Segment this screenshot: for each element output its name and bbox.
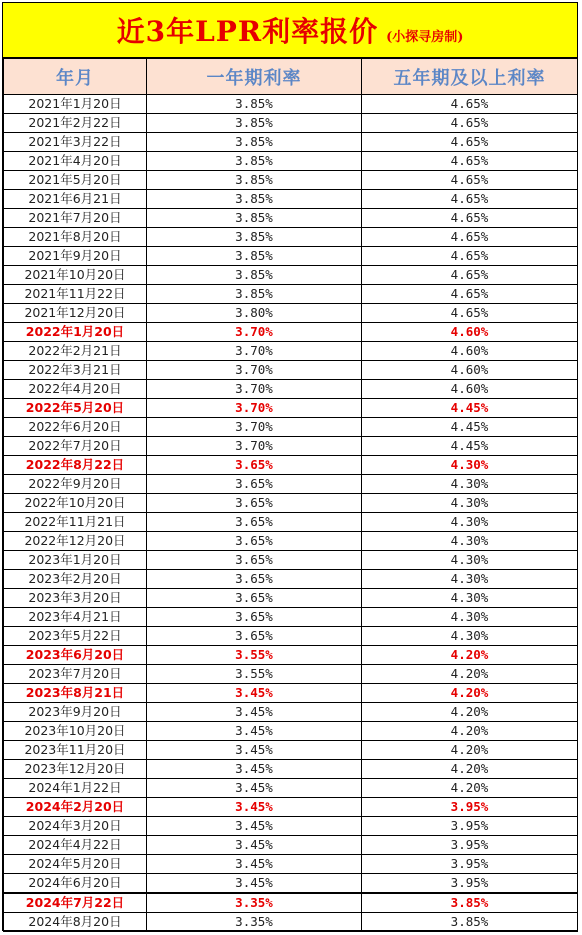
- one-year-rate-cell: 3.45%: [147, 798, 362, 817]
- one-year-rate-cell: 3.35%: [147, 893, 362, 913]
- date-cell: 2022年10月20日: [4, 494, 147, 513]
- table-body: [4, 95, 578, 932]
- date-cell: 2023年6月20日: [4, 646, 147, 665]
- date-cell: 2022年8月22日: [4, 456, 147, 475]
- one-year-rate-cell: 3.85%: [147, 133, 362, 152]
- date-cell: 2022年3月21日: [4, 361, 147, 380]
- date-cell: 2023年2月20日: [4, 570, 147, 589]
- one-year-rate-cell: 3.55%: [147, 665, 362, 684]
- table-row: [4, 399, 578, 418]
- five-year-rate-cell: 4.65%: [362, 266, 578, 285]
- one-year-rate-cell: 3.85%: [147, 266, 362, 285]
- table-row: [4, 361, 578, 380]
- five-year-rate-cell: 3.95%: [362, 836, 578, 855]
- date-cell: 2023年10月20日: [4, 722, 147, 741]
- five-year-rate-cell: 4.60%: [362, 342, 578, 361]
- five-year-rate-cell: 4.65%: [362, 133, 578, 152]
- date-cell: 2021年12月20日: [4, 304, 147, 323]
- table-row: [4, 798, 578, 817]
- five-year-rate-cell: 4.30%: [362, 570, 578, 589]
- date-cell: 2021年7月20日: [4, 209, 147, 228]
- date-cell: 2022年7月20日: [4, 437, 147, 456]
- five-year-rate-cell: 4.30%: [362, 475, 578, 494]
- five-year-rate-cell: 4.65%: [362, 304, 578, 323]
- one-year-rate-cell: 3.65%: [147, 532, 362, 551]
- date-cell: 2024年7月22日: [4, 893, 147, 913]
- five-year-rate-cell: 4.30%: [362, 513, 578, 532]
- table-row: [4, 741, 578, 760]
- five-year-rate-cell: 4.60%: [362, 380, 578, 399]
- date-cell: 2022年9月20日: [4, 475, 147, 494]
- one-year-rate-cell: 3.85%: [147, 171, 362, 190]
- table-row: [4, 836, 578, 855]
- date-cell: 2024年8月20日: [4, 913, 147, 932]
- one-year-rate-cell: 3.70%: [147, 361, 362, 380]
- date-cell: 2023年3月20日: [4, 589, 147, 608]
- page-subtitle: (小探寻房制): [386, 29, 464, 45]
- five-year-rate-cell: 4.65%: [362, 228, 578, 247]
- five-year-rate-cell: 3.95%: [362, 874, 578, 894]
- one-year-rate-cell: 3.55%: [147, 646, 362, 665]
- date-cell: 2021年9月20日: [4, 247, 147, 266]
- date-cell: 2024年2月20日: [4, 798, 147, 817]
- table-row: [4, 209, 578, 228]
- five-year-rate-cell: 3.95%: [362, 798, 578, 817]
- five-year-rate-cell: 4.60%: [362, 361, 578, 380]
- table-row: [4, 285, 578, 304]
- table-row: [4, 133, 578, 152]
- date-cell: 2021年3月22日: [4, 133, 147, 152]
- five-year-rate-cell: 4.20%: [362, 741, 578, 760]
- table-row: [4, 817, 578, 836]
- table-row: [4, 760, 578, 779]
- date-cell: 2024年6月20日: [4, 874, 147, 894]
- five-year-rate-cell: 4.20%: [362, 665, 578, 684]
- one-year-rate-cell: 3.80%: [147, 304, 362, 323]
- one-year-rate-cell: 3.70%: [147, 399, 362, 418]
- date-cell: 2023年4月21日: [4, 608, 147, 627]
- date-cell: 2021年4月20日: [4, 152, 147, 171]
- table-row: [4, 893, 578, 913]
- one-year-rate-cell: 3.85%: [147, 114, 362, 133]
- one-year-rate-cell: 3.85%: [147, 190, 362, 209]
- date-cell: 2024年1月22日: [4, 779, 147, 798]
- one-year-rate-cell: 3.45%: [147, 874, 362, 894]
- five-year-rate-cell: 4.65%: [362, 190, 578, 209]
- date-cell: 2024年3月20日: [4, 817, 147, 836]
- table-row: [4, 570, 578, 589]
- date-cell: 2022年2月21日: [4, 342, 147, 361]
- header-one-year-rate: 一年期利率: [147, 59, 362, 95]
- one-year-rate-cell: 3.65%: [147, 589, 362, 608]
- table-row: [4, 456, 578, 475]
- date-cell: 2021年8月20日: [4, 228, 147, 247]
- table-row: [4, 608, 578, 627]
- table-row: [4, 380, 578, 399]
- five-year-rate-cell: 4.20%: [362, 779, 578, 798]
- date-cell: 2021年1月20日: [4, 95, 147, 114]
- date-cell: 2023年5月22日: [4, 627, 147, 646]
- five-year-rate-cell: 3.85%: [362, 893, 578, 913]
- table-row: [4, 228, 578, 247]
- one-year-rate-cell: 3.85%: [147, 247, 362, 266]
- date-cell: 2021年11月22日: [4, 285, 147, 304]
- date-cell: 2024年5月20日: [4, 855, 147, 874]
- five-year-rate-cell: 4.30%: [362, 532, 578, 551]
- date-cell: 2022年6月20日: [4, 418, 147, 437]
- date-cell: 2022年1月20日: [4, 323, 147, 342]
- table-row: [4, 722, 578, 741]
- table-row: [4, 703, 578, 722]
- five-year-rate-cell: 4.20%: [362, 646, 578, 665]
- table-row: [4, 323, 578, 342]
- one-year-rate-cell: 3.85%: [147, 285, 362, 304]
- table-row: [4, 779, 578, 798]
- five-year-rate-cell: 4.20%: [362, 684, 578, 703]
- one-year-rate-cell: 3.70%: [147, 380, 362, 399]
- five-year-rate-cell: 4.30%: [362, 627, 578, 646]
- lpr-table: [3, 58, 578, 932]
- table-row: [4, 665, 578, 684]
- five-year-rate-cell: 4.20%: [362, 703, 578, 722]
- one-year-rate-cell: 3.65%: [147, 627, 362, 646]
- five-year-rate-cell: 4.65%: [362, 114, 578, 133]
- five-year-rate-cell: 4.20%: [362, 722, 578, 741]
- one-year-rate-cell: 3.45%: [147, 817, 362, 836]
- header-date: 年月: [4, 59, 147, 95]
- date-cell: 2021年6月21日: [4, 190, 147, 209]
- date-cell: 2023年7月20日: [4, 665, 147, 684]
- one-year-rate-cell: 3.85%: [147, 228, 362, 247]
- one-year-rate-cell: 3.70%: [147, 323, 362, 342]
- one-year-rate-cell: 3.45%: [147, 722, 362, 741]
- table-row: [4, 266, 578, 285]
- five-year-rate-cell: 4.30%: [362, 551, 578, 570]
- date-cell: 2023年11月20日: [4, 741, 147, 760]
- five-year-rate-cell: 4.65%: [362, 152, 578, 171]
- table-row: [4, 190, 578, 209]
- one-year-rate-cell: 3.45%: [147, 779, 362, 798]
- table-row: [4, 551, 578, 570]
- table-row: [4, 247, 578, 266]
- table-row: [4, 494, 578, 513]
- date-cell: 2023年12月20日: [4, 760, 147, 779]
- table-header-row: [4, 59, 578, 95]
- table-row: [4, 513, 578, 532]
- five-year-rate-cell: 4.65%: [362, 95, 578, 114]
- table-row: [4, 532, 578, 551]
- five-year-rate-cell: 4.65%: [362, 209, 578, 228]
- one-year-rate-cell: 3.45%: [147, 703, 362, 722]
- table-row: [4, 437, 578, 456]
- table-row: [4, 475, 578, 494]
- five-year-rate-cell: 4.45%: [362, 437, 578, 456]
- date-cell: 2021年10月20日: [4, 266, 147, 285]
- table-row: [4, 589, 578, 608]
- one-year-rate-cell: 3.65%: [147, 456, 362, 475]
- five-year-rate-cell: 4.30%: [362, 589, 578, 608]
- five-year-rate-cell: 4.65%: [362, 285, 578, 304]
- one-year-rate-cell: 3.35%: [147, 913, 362, 932]
- table-row: [4, 627, 578, 646]
- title-banner: [3, 3, 577, 58]
- one-year-rate-cell: 3.70%: [147, 418, 362, 437]
- header-five-year-rate: 五年期及以上利率: [362, 59, 578, 95]
- table-row: [4, 304, 578, 323]
- one-year-rate-cell: 3.45%: [147, 684, 362, 703]
- table-row: [4, 418, 578, 437]
- date-cell: 2024年4月22日: [4, 836, 147, 855]
- date-cell: 2021年2月22日: [4, 114, 147, 133]
- one-year-rate-cell: 3.70%: [147, 437, 362, 456]
- table-row: [4, 342, 578, 361]
- date-cell: 2023年9月20日: [4, 703, 147, 722]
- five-year-rate-cell: 4.65%: [362, 171, 578, 190]
- table-row: [4, 171, 578, 190]
- table-row: [4, 114, 578, 133]
- one-year-rate-cell: 3.45%: [147, 760, 362, 779]
- one-year-rate-cell: 3.45%: [147, 836, 362, 855]
- five-year-rate-cell: 4.20%: [362, 760, 578, 779]
- one-year-rate-cell: 3.65%: [147, 551, 362, 570]
- table-row: [4, 646, 578, 665]
- table-row: [4, 152, 578, 171]
- one-year-rate-cell: 3.85%: [147, 209, 362, 228]
- five-year-rate-cell: 3.85%: [362, 913, 578, 932]
- five-year-rate-cell: 4.45%: [362, 418, 578, 437]
- one-year-rate-cell: 3.65%: [147, 494, 362, 513]
- five-year-rate-cell: 4.30%: [362, 608, 578, 627]
- one-year-rate-cell: 3.65%: [147, 608, 362, 627]
- date-cell: 2021年5月20日: [4, 171, 147, 190]
- date-cell: 2022年12月20日: [4, 532, 147, 551]
- one-year-rate-cell: 3.85%: [147, 95, 362, 114]
- one-year-rate-cell: 3.65%: [147, 513, 362, 532]
- lpr-table-frame: [2, 2, 578, 931]
- one-year-rate-cell: 3.65%: [147, 570, 362, 589]
- table-row: [4, 874, 578, 894]
- date-cell: 2022年4月20日: [4, 380, 147, 399]
- one-year-rate-cell: 3.65%: [147, 475, 362, 494]
- five-year-rate-cell: 4.30%: [362, 456, 578, 475]
- date-cell: 2022年5月20日: [4, 399, 147, 418]
- five-year-rate-cell: 4.30%: [362, 494, 578, 513]
- one-year-rate-cell: 3.45%: [147, 741, 362, 760]
- one-year-rate-cell: 3.70%: [147, 342, 362, 361]
- date-cell: 2023年1月20日: [4, 551, 147, 570]
- page-title: 近3年LPR利率报价: [116, 15, 379, 48]
- five-year-rate-cell: 4.60%: [362, 323, 578, 342]
- date-cell: 2023年8月21日: [4, 684, 147, 703]
- date-cell: 2022年11月21日: [4, 513, 147, 532]
- five-year-rate-cell: 4.45%: [362, 399, 578, 418]
- one-year-rate-cell: 3.85%: [147, 152, 362, 171]
- table-row: [4, 95, 578, 114]
- table-row: [4, 684, 578, 703]
- one-year-rate-cell: 3.45%: [147, 855, 362, 874]
- table-row: [4, 855, 578, 874]
- table-row: [4, 913, 578, 932]
- five-year-rate-cell: 4.65%: [362, 247, 578, 266]
- five-year-rate-cell: 3.95%: [362, 855, 578, 874]
- five-year-rate-cell: 3.95%: [362, 817, 578, 836]
